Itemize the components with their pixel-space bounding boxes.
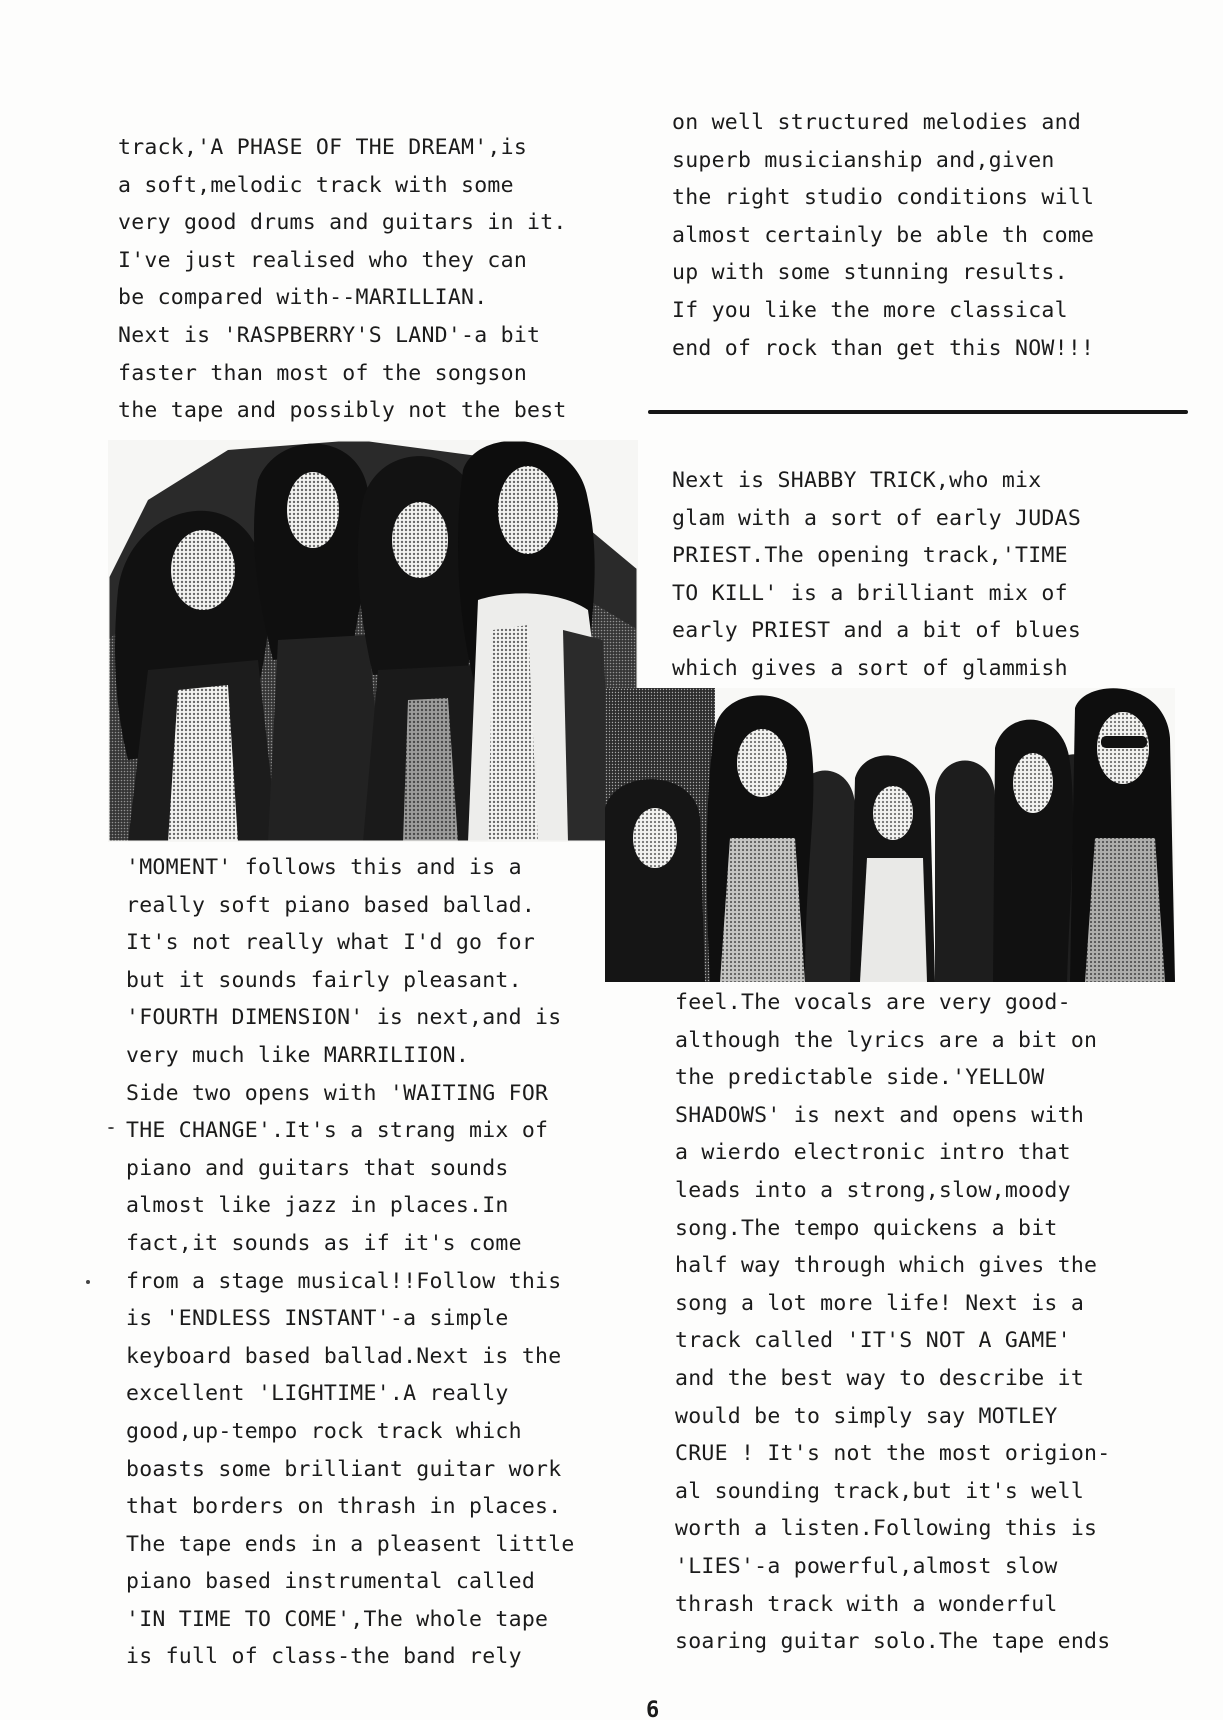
text-line: excellent 'LIGHTIME'.A really	[126, 1381, 509, 1407]
text-line: Side two opens with 'WAITING FOR	[126, 1080, 549, 1106]
text-line: soaring guitar solo.The tape ends	[675, 1629, 1111, 1655]
text-line: fact,it sounds as if it's come	[126, 1230, 522, 1256]
stray-ink-mark	[86, 1280, 90, 1284]
text-line: Next is SHABBY TRICK,who mix	[672, 468, 1042, 493]
text-line: from a stage musical!!Follow this	[126, 1268, 562, 1294]
page-number: 6	[646, 1698, 660, 1720]
text-line: keyboard based ballad.Next is the	[126, 1343, 562, 1369]
text-line: the tape and possibly not the best	[118, 398, 567, 424]
text-line: TO KILL' is a brilliant mix of	[672, 580, 1068, 606]
review-column-left-bottom	[126, 849, 575, 1676]
text-line: song.The tempo quickens a bit	[675, 1215, 1058, 1241]
text-line: is full of class-the band rely	[126, 1644, 522, 1670]
text-line: be compared with--MARILLIAN.	[118, 285, 488, 311]
text-line: 'MOMENT' follows this and is a	[126, 855, 522, 880]
text-line: but it sounds fairly pleasant.	[126, 967, 522, 993]
text-line: half way through which gives the	[675, 1253, 1098, 1279]
text-line: up with some stunning results.	[672, 260, 1068, 286]
text-line: 'IN TIME TO COME',The whole tape	[126, 1606, 549, 1632]
text-line: and the best way to describe it	[675, 1365, 1085, 1391]
text-line: worth a listen.Following this is	[675, 1516, 1098, 1542]
text-line: almost like jazz in places.In	[126, 1193, 509, 1219]
text-line: It's not really what I'd go for	[126, 930, 536, 956]
text-line: I've just realised who they can	[118, 247, 528, 273]
text-line: would be to simply say MOTLEY	[675, 1403, 1058, 1429]
text-line: glam with a sort of early JUDAS	[672, 505, 1082, 531]
text-line: the predictable side.'YELLOW	[675, 1065, 1045, 1091]
shabby-trick-review-intro	[672, 462, 1081, 688]
text-line: a wierdo electronic intro that	[675, 1140, 1071, 1166]
text-line: The tape ends in a pleasent little	[126, 1531, 575, 1557]
text-line: on well structured melodies and	[672, 110, 1082, 135]
text-line: which gives a sort of glammish	[672, 655, 1068, 681]
text-line: is 'ENDLESS INSTANT'-a simple	[126, 1306, 509, 1332]
text-line: 'LIES'-a powerful,almost slow	[675, 1553, 1058, 1579]
text-line: that borders on thrash in places.	[126, 1494, 562, 1520]
text-line: song a lot more life! Next is a	[675, 1290, 1085, 1316]
text-line: really soft piano based ballad.	[126, 892, 536, 918]
review-column-left-top	[118, 129, 567, 430]
text-line: SHADOWS' is next and opens with	[675, 1102, 1085, 1128]
text-line: very good drums and guitars in it.	[118, 210, 567, 236]
text-line: If you like the more classical	[672, 297, 1068, 323]
text-line: although the lyrics are a bit on	[675, 1027, 1098, 1053]
text-line: faster than most of the songson	[118, 360, 528, 386]
band-photo-four-members	[108, 440, 638, 842]
text-line: CRUE ! It's not the most origion-	[675, 1441, 1111, 1467]
text-line: early PRIEST and a bit of blues	[672, 618, 1082, 644]
text-line: feel.The vocals are very good-	[675, 990, 1071, 1015]
text-line: thrash track with a wonderful	[675, 1591, 1058, 1617]
band-photo-five-members	[605, 688, 1175, 982]
review-column-right-bottom	[675, 984, 1110, 1661]
text-line: good,up-tempo rock track which	[126, 1418, 522, 1444]
text-line: al sounding track,but it's well	[675, 1478, 1085, 1504]
text-line: piano and guitars that sounds	[126, 1155, 509, 1181]
text-line: PRIEST.The opening track,'TIME	[672, 543, 1068, 569]
text-line: very much like MARRILIION.	[126, 1042, 470, 1068]
text-line: track,'A PHASE OF THE DREAM',is	[118, 135, 528, 160]
text-line: the right studio conditions will	[672, 185, 1095, 211]
section-divider-rule	[648, 410, 1188, 414]
text-line: boasts some brilliant guitar work	[126, 1456, 562, 1482]
text-line: leads into a strong,slow,moody	[675, 1177, 1071, 1203]
text-line: almost certainly be able th come	[672, 222, 1095, 248]
review-column-right-top	[672, 104, 1094, 367]
text-line: piano based instrumental called	[126, 1569, 536, 1595]
text-line: track called 'IT'S NOT A GAME'	[675, 1328, 1071, 1354]
text-line: superb musicianship and,given	[672, 147, 1055, 173]
text-line: a soft,melodic track with some	[118, 172, 514, 198]
stray-ink-mark	[108, 1127, 114, 1129]
text-line: Next is 'RASPBERRY'S LAND'-a bit	[118, 322, 541, 348]
text-line: THE CHANGE'.It's a strang mix of	[126, 1118, 549, 1144]
text-line: end of rock than get this NOW!!!	[672, 335, 1095, 361]
text-line: 'FOURTH DIMENSION' is next,and is	[126, 1005, 562, 1031]
